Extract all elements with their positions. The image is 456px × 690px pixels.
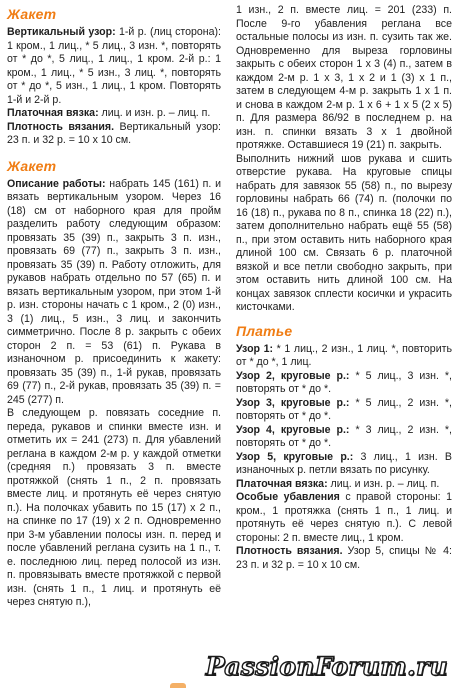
section-heading-jacket: Жакет <box>7 6 57 22</box>
pattern-3-text: * 5 лиц., 2 изн. *, повторять от * до *. <box>236 396 452 422</box>
pattern-1-paragraph <box>236 343 452 370</box>
pattern-2-paragraph <box>236 370 452 397</box>
pattern-4-label: Узор 4, круговые р.: <box>236 423 350 436</box>
dress-gauge-label: Плотность вязания. <box>236 545 343 557</box>
dress-garter-paragraph <box>236 478 452 492</box>
work-description-paragraph <box>7 178 221 408</box>
special-decreases-label: Особые убавления <box>236 491 340 503</box>
watermark-box <box>186 650 454 686</box>
decorative-shape <box>170 683 186 688</box>
watermark-text: PassionForum.ru <box>205 652 448 681</box>
work-description-label: Описание работы: <box>7 177 106 190</box>
dress-garter-text: лиц. и изн. р. – лиц. п. <box>327 477 440 490</box>
pattern-3-label: Узор 3, круговые р.: <box>236 396 350 409</box>
pattern-2-text: * 5 лиц., 3 изн. *, повторять от * до *. <box>236 369 452 395</box>
pattern-5-text: 3 лиц., 1 изн. В изнаночных р. петли вязать по рисунку. <box>236 450 452 476</box>
vertical-pattern-label: Вертикальный узор: <box>7 26 116 38</box>
garter-stitch-label: Платочная вязка: <box>7 107 99 119</box>
pattern-4-paragraph <box>236 424 452 451</box>
left-column <box>7 4 221 610</box>
gauge-paragraph <box>7 121 221 148</box>
pattern-4-text: * 3 лиц., 2 изн. *, повторять от * до *. <box>236 423 452 449</box>
gauge-text: Вертикальный узор: 23 п. и 32 р. = 10 х 10 см. <box>7 120 221 146</box>
work-description-text: набрать 145 (161) п. и вязать вертикальным узором. Через 16 (18) см от наборного края для пройм разделить работу следующим образом: провязать 35 (39) п., закрыть 3 п. изн., провязать 69 (77) п., закрыть 3 п. изн., провязать 35 (39) п. Работу отложить, для рукавов набрать отдельно по 57 (65) п. и вязать вертикальным узором, при этом 1-й р. изн. стороны начать с 1 кром., 2 (0) изн., 3 (1) лиц., 5 изн., 3 лиц. и закончить симметрично. После 8 р. закрыть с обеих сторон 2 п. = 53 (61) п. Рукава в изнаночном р. присоединить к жакету: провязать 35 (39) п., 1-й рукав, провязать 69 (77) п., 2-й рукав, провязать 35 (39) п. = 245 (277) п. <box>7 177 222 406</box>
garter-stitch-paragraph <box>7 107 221 121</box>
dress-garter-label: Платочная вязка: <box>236 477 328 490</box>
neckline-paragraph: 1 изн., 2 п. вместе лиц. = 201 (233) п. После 9-го убавления реглана все остальные полосы из изн. п. сузить так же. Одновременно для выреза горловины закрыть с обеих сторон 1 х 3 (4) п., затем в каждом 2-м р. 1 х 3, 1 х 2 и 1 (3) х 1 п., затем в следующем 4-м р. закрыть 1 х 1 п. и снова в каждом 2-м р. 1 х 6 + 1 х 5 (2 х 5) п. Для размера 86/92 в последнем р. на изн. п. спинки вязать 3 х 1 двойной протяжке. Оставшиеся 19 (21) п. закрыть. <box>236 4 452 151</box>
gauge-label: Плотность вязания. <box>7 120 115 133</box>
pattern-5-paragraph <box>236 451 452 478</box>
pattern-5-label: Узор 5, круговые р.: <box>236 450 354 463</box>
pattern-2-label: Узор 2, круговые р.: <box>236 369 350 382</box>
special-decreases-text: с правой стороны: 1 кром., 1 протяжка (снять 1 п., 1 лиц. и протянуть её через снятую п.). С левой стороны: 2 п. вместе лиц., 1 кром. <box>236 491 452 544</box>
vertical-pattern-text: 1-й р. (лиц сторона): 1 кром., 1 лиц., * 5 лиц., 3 изн. *, повторять от * до *, 5 лиц., 1 лиц., 1 кром. 2-й р.: 1 кром., 1 лиц., * 5 изн., 3 лиц. *, повторять от * до *, 5 изн., 1 лиц., 1 кром. Повторять 1-й и 2-й р. <box>7 26 222 106</box>
garter-stitch-text: лиц. и изн. р. – лиц. п. <box>98 107 211 119</box>
dress-gauge-paragraph <box>236 545 452 572</box>
vertical-pattern-paragraph <box>7 26 221 107</box>
dress-gauge-text: Узор 5, спицы № 4: 23 п. и 32 р. = 10 х 10 см. <box>236 545 452 571</box>
pattern-3-paragraph <box>236 397 452 424</box>
right-column <box>236 4 452 572</box>
raglan-paragraph: В следующем р. повязать соседние п. переда, рукавов и спинки вместе изн. и отметить их = 241 (273) п. Для убавлений реглана в каждом 2-м р. у каждой отметки (средняя п.) провязать 3 п. вместе протяжкой (снять 1 п., 2 п. провязать вместе лиц. и протянуть её через снятую п.). На полочках убавить по 15 (17) х 2 п., на спинке по 17 (19) х 2 п. Одновременно при 3-м убавлении полосы изн. п. перед и после убавлений реглана сузить на 1 п., т. е. последнюю лиц. перед полосой из изн. п. провязывать вместе протяжкой с первой изн. (снять 1 п., 1 лиц. и протянуть её через снятую п.), <box>7 407 221 608</box>
special-decreases-paragraph <box>236 491 452 545</box>
pattern-1-label: Узор 1: <box>236 342 274 355</box>
finishing-paragraph: Выполнить нижний шов рукава и сшить отверстие рукава. На круговые спицы набрать для завязок 55 (58) п., по вырезу горловины набрать 66 (74) п. (полочки по 16 (18) п., рукава по 8 п., спинка 18 (22) п.), затем дополнительно набрать ещё 55 (58) п., при этом оставить нить наборного края длиной 100 см. Связать 6 р. платочной вязкой и все петли свободно закрыть, при этом оставить нить длиной 100 см. На концах завязок сплести косички и украсить кисточками. <box>236 152 452 313</box>
pattern-1-text: * 1 лиц., 2 изн., 1 лиц. *, повторить от * до *, 1 лиц. <box>236 342 452 368</box>
section-heading-dress: Платье <box>236 322 293 339</box>
section-heading-jacket-instructions: Жакет <box>7 157 57 174</box>
